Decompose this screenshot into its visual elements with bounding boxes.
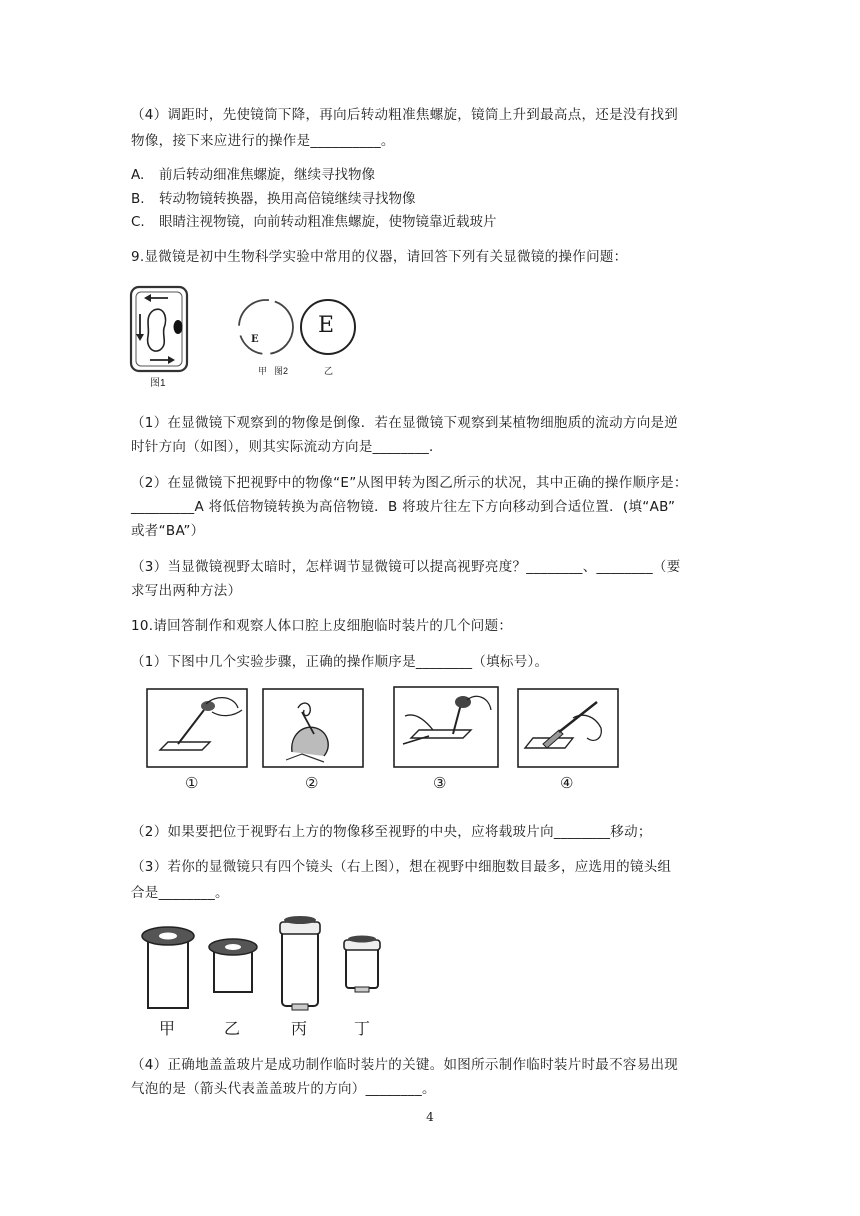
option-text: 眼睛注视物镜，向前转动粗准焦螺旋，使物镜靠近载玻片	[159, 214, 497, 230]
q8-4-line2: 物像，接下来应进行的操作是__________。	[131, 133, 395, 149]
option-text: 转动物镜转换器，换用高倍镜继续寻找物像	[159, 191, 416, 207]
figure-jia-label: 甲	[258, 366, 268, 376]
q9-2-line2: _________A 将低倍物镜转换为高倍物镜．B 将玻片往左下方向移动到合适位置．(填“AB”	[131, 499, 676, 515]
page-number: 4	[426, 1110, 434, 1124]
q10-3-line2: 合是________。	[131, 885, 229, 901]
step-label-1: ①	[185, 775, 199, 792]
step-figure-1	[146, 688, 248, 772]
q9-1-line2: 时针方向（如图），则其实际流动方向是________．	[131, 439, 443, 455]
option-b	[131, 187, 731, 211]
q8-4-line1: （4）调距时，先使镜筒下降，再向后转动粗准焦螺旋，镜筒上升到最高点，还是没有找到	[131, 107, 679, 123]
step-label-3: ③	[433, 775, 447, 792]
figure-e-views	[236, 292, 366, 376]
step-figure-2	[262, 688, 364, 772]
q10-2: （2）如果要把位于视野右上方的物像移至视野的中央，应将载玻片向________移动；	[131, 824, 652, 840]
lens-yi	[209, 939, 257, 992]
lens-label-ding: 丁	[354, 1021, 371, 1038]
figure-yi-label: 乙	[324, 366, 334, 376]
lens-ding	[344, 936, 380, 993]
q9-2-line1: （2）在显微镜下把视野中的物像“E”从图甲转为图乙所示的状况，其中正确的操作顺序是：	[131, 475, 688, 491]
option-a	[131, 163, 731, 187]
q9-stem: 9.显微镜是初中生物科学实验中常用的仪器，请回答下列有关显微镜的操作问题：	[131, 249, 628, 265]
q9-2-line3: 或者“BA”）	[131, 523, 205, 539]
letter-e-large: E	[318, 313, 335, 338]
q9-1-line1: （1）在显微镜下观察到的物像是倒像．若在显微镜下观察到某植物细胞质的流动方向是逆	[131, 415, 679, 431]
q9-3-line1: （3）当显微镜视野太暗时，怎样调节显微镜可以提高视野亮度？________、________（要	[131, 559, 681, 575]
step-figure-4	[517, 688, 619, 772]
letter-e-small: E	[251, 334, 259, 345]
lens-jia	[142, 927, 194, 1008]
q10-stem: 10.请回答制作和观察人体口腔上皮细胞临时装片的几个问题：	[131, 618, 513, 634]
lens-label-bing: 丙	[291, 1021, 308, 1038]
lens-label-jia: 甲	[159, 1021, 176, 1038]
figure-1-caption: 图1	[150, 378, 166, 389]
q10-1: （1）下图中几个实验步骤，正确的操作顺序是________（填标号）。	[131, 654, 549, 670]
lens-label-yi: 乙	[224, 1021, 241, 1038]
option-key: C.	[131, 214, 145, 230]
option-key: B.	[131, 191, 145, 207]
step-figure-3	[393, 686, 499, 772]
q10-4-line1: （4）正确地盖盖玻片是成功制作临时装片的关键。如图所示制作临时装片时最不容易出现	[131, 1057, 679, 1073]
q9-3-line2: 求写出两种方法）	[131, 583, 242, 599]
option-text: 前后转动细准焦螺旋，继续寻找物像	[159, 167, 375, 183]
q10-4-line2: 气泡的是（箭头代表盖盖玻片的方向）________。	[131, 1081, 436, 1097]
figure-2-caption: 图2	[274, 366, 289, 376]
option-key: A.	[131, 167, 145, 183]
q10-3-line1: （3）若你的显微镜只有四个镜头（右上图），想在视野中细胞数目最多，应选用的镜头组	[131, 859, 672, 875]
step-label-4: ④	[560, 775, 574, 792]
step-label-2: ②	[305, 775, 319, 792]
option-c	[131, 210, 731, 234]
lens-bing	[280, 916, 320, 1010]
lens-figure	[136, 912, 396, 1016]
figure-cell-flow	[128, 284, 190, 392]
